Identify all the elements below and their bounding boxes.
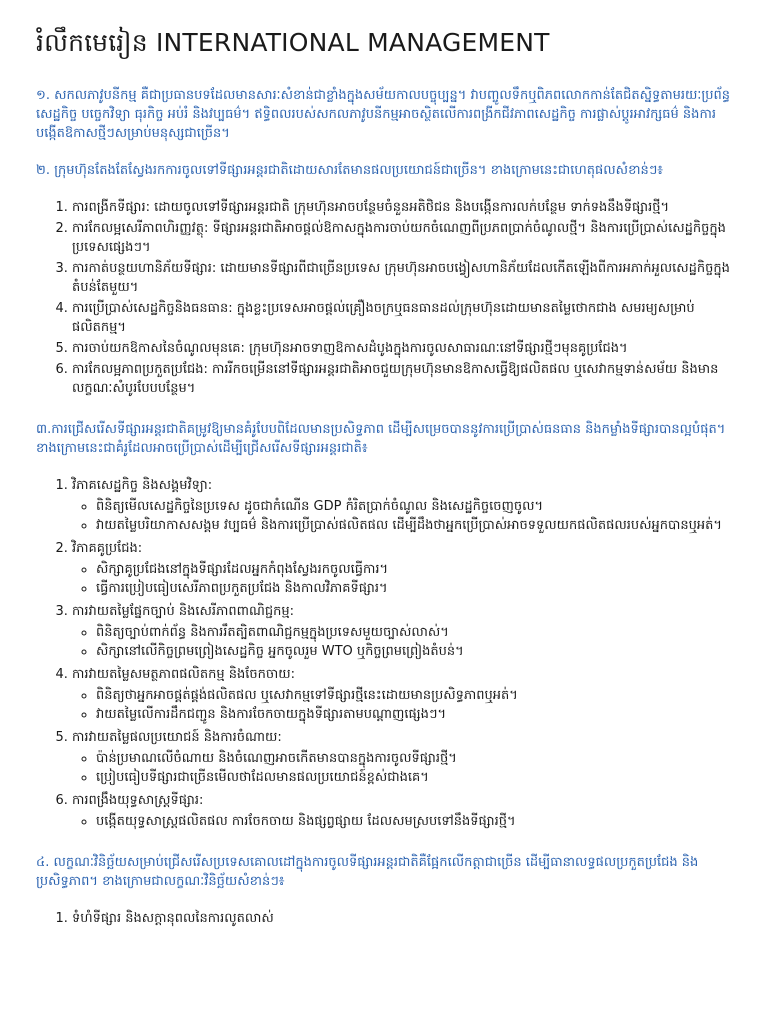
- sub-list-item: ◦ សិក្សាគូប្រជែងនៅក្នុងទីផ្សារដែលអ្នកកំពុងស្វែងរកចូលធ្វើការ។: [96, 560, 732, 579]
- section-3-intro: ៣.ការជ្រើសរើសទីផ្សារអន្តរជាតិគម្រូវឱ្យមានគំរូបែបពិដែលមានប្រសិទ្ធភាព ដើម្បីសម្រេចបាននូវការប្រើប្រាស់ធនធាន និងកម្លាំងទីផ្សារបានល្អបំផុត។ ខាងក្រោមនេះជាគំរូដែលអាចប្រើប្រាស់ដើម្បីជ្រើសរើសទីផ្សារអន្តរជាតិ៖: [36, 422, 726, 456]
- sub-list-item: ◦ ពិនិត្យថាអ្នកអាចផ្គត់ផ្គង់ផលិតផល ឬសេវាកម្មទៅទីផ្សារថ្មីនេះដោយមានប្រសិទ្ធភាពឬអត់។: [96, 686, 732, 705]
- sub-list: [72, 560, 732, 598]
- list-item-label: ការពង្រឹងយុទ្ធសាស្ត្រទីផ្សារ:: [72, 793, 204, 808]
- sub-list-item: ◦ សិក្សានៅលើកិច្ចព្រមព្រៀងសេដ្ឋកិច្ច អ្នកចូលរួម WTO ឬកិច្ចព្រមព្រៀងតំបន់។: [96, 642, 732, 661]
- sub-list-item: ◦ ប៉ាន់ប្រមាណលើចំណាយ និងចំណេញអាចកើតមានបានក្នុងការចូលទីផ្សារថ្មី។: [96, 749, 732, 768]
- sub-list: [72, 497, 732, 535]
- sub-list: [72, 812, 732, 831]
- sub-list: [72, 749, 732, 787]
- list-item: 1. ការពង្រីកទីផ្សារ: ដោយចូលទៅទីផ្សារអន្តរជាតិ ក្រុមហ៊ុនអាចបន្ថែមចំនួនអតិថិជន និងបង្កើនការលក់បន្ថែម ទាក់ទងនឹងទីផ្សារថ្មី។: [72, 198, 732, 217]
- list-item: [72, 539, 732, 598]
- list-item-label: ការវាយតម្លៃផ្នែកច្បាប់ និងសេរីភាពពាណិជ្ជកម្ម:: [72, 604, 294, 619]
- list-item: 6. ការកែលម្អភាពប្រកួតប្រជែង: ការរីកចម្រើននៅទីផ្សារអន្តរជាតិអាចជួយក្រុមហ៊ុនមានឱកាសធ្វើឱ្យផលិតផល ឬសេវាកម្មទាន់សម័យ និងមានលក្ខណៈសំបូរបែបបន្ថែម។: [72, 360, 732, 398]
- list-item: [72, 665, 732, 724]
- list-item: 2. ការកែលម្អសេរីភាពហិរញ្ញវត្ថុ: ទីផ្សារអន្តរជាតិអាចផ្តល់ឱកាសក្នុងការចាប់យកចំណេញពីប្រភពប្រាក់ចំណូលថ្មី។ និងការប្រើប្រាស់សេដ្ឋកិច្ចក្នុងប្រទេសផ្សេងៗ។: [72, 219, 732, 257]
- list-item: [72, 602, 732, 661]
- section-4-list: [36, 909, 732, 928]
- list-item-label: ការវាយតម្លៃផលប្រយោជន៍ និងការចំណាយ:: [72, 730, 282, 745]
- section-2-list: [36, 198, 732, 398]
- sub-list-item: ◦ បង្កើតយុទ្ធសាស្ត្រផលិតផល ការចែកចាយ និងផ្សព្វផ្សាយ ដែលសមស្របទៅនឹងទីផ្សារថ្មី។: [96, 812, 732, 831]
- list-item: 5. ការចាប់យកឱកាសនៃចំណូលមុនគេ: ក្រុមហ៊ុនអាចទាញឱកាសដំបូងក្នុងការចូលសាធារណៈនៅទីផ្សារថ្មីៗមុនគូប្រជែង។: [72, 339, 732, 358]
- section-4-intro: ៤. លក្ខណៈវិនិច្ឆ័យសម្រាប់ជ្រើសរើសប្រទេសគោលដៅក្នុងការចូលទីផ្សារអន្តរជាតិគឺផ្អែកលើកត្តាជាច្រើន ដើម្បីធានាលទ្ធផលប្រកួតប្រជែង និងប្រសិទ្ធភាព។ ខាងក្រោមជាលក្ខណៈវិនិច្ឆ័យសំខាន់ៗ៖: [36, 855, 699, 889]
- sub-list-item: ◦ ពិនិត្យមើលសេដ្ឋកិច្ចនៃប្រទេស ដូចជាកំណើន GDP កំរិតប្រាក់ចំណូល និងសេដ្ឋកិច្ចចេញចូល។: [96, 497, 732, 516]
- list-item-label: វិភាគសេដ្ឋកិច្ច និងសង្គមវិទ្យា:: [72, 478, 213, 493]
- list-item: 1. ទំហំទីផ្សារ និងសក្តានុពលនៃការលូតលាស់: [72, 909, 732, 928]
- list-item: [72, 728, 732, 787]
- section-1-paragraph: ១. សកលភាវូបនីកម្ម គឺជាប្រធានបទដែលមានសារៈសំខាន់ជាខ្លាំងក្នុងសម័យកាលបច្ចុប្បន្ន។ វាបញ្ចូលទឹកឬពិភពលោកកាន់តែជិតស្និទ្ធតាមរយៈប្រព័ន្ធសេដ្ឋកិច្ច បច្ចេកវិទ្យា ធុរកិច្ច អប់រំ និងវប្បធម៌។ ឥទ្ធិពលរបស់សកលភាវូបនីកម្មអាចស្ថិតលើការពង្រីកជីវភាពសេដ្ឋកិច្ច ការផ្លាស់ប្តូរអាវក្សធម៌ និងការបង្កើតឱកាសថ្មីៗសម្រាប់មនុស្សជាច្រើន។: [36, 88, 731, 141]
- sub-list-item: ◦ ធ្វើការប្រៀបធៀបសេរីភាពប្រកួតប្រជែង និងកាលវិភាគទីផ្សារ។: [96, 579, 732, 598]
- list-item: [72, 791, 732, 831]
- sub-list: [72, 686, 732, 724]
- list-item-label: ការវាយតម្លៃសមត្ថភាពផលិតកម្ម និងចែកចាយ:: [72, 667, 296, 682]
- list-item-label: វិភាគគូប្រជែង:: [72, 541, 143, 556]
- page-title: រំលឹកមេរៀន INTERNATIONAL MANAGEMENT: [36, 28, 550, 57]
- list-item: 3. ការកាត់បន្ថយហានិភ័យទីផ្សារ: ដោយមានទីផ្សារពីជាច្រើនប្រទេស ក្រុមហ៊ុនអាចបង្វៀសហានិភ័យដែលកើតឡើងពីការអភាក់អួលសេដ្ឋកិច្ចក្នុងតំបន់តែមួយ។: [72, 259, 732, 297]
- sub-list-item: ◦ វាយតម្លៃលើការដឹកជញ្ជូន និងការចែកចាយក្នុងទីផ្សារតាមបណ្តាញផ្សេងៗ។: [96, 705, 732, 724]
- sub-list: [72, 623, 732, 661]
- section-2-intro: ២. ក្រុមហ៊ុនតែងតែស្វែងរកការចូលទៅទីផ្សារអន្តរជាតិដោយសារតែមានផលប្រយោជន៍ជាច្រើន។ ខាងក្រោមនេះជាហេតុផលសំខាន់ៗ៖: [36, 163, 663, 178]
- sub-list-item: ◦ ប្រៀបធៀបទីផ្សារជាច្រើនមើលថាដែលមានផលប្រយោជន៍ខ្ពស់ជាងគេ។: [96, 768, 732, 787]
- list-item: [72, 476, 732, 535]
- list-item: 4. ការប្រើប្រាស់សេដ្ឋកិច្ចនិងធនធាន: ក្នុងខ្លះប្រទេសអាចផ្តល់គ្រឿងចក្រឬធនធានដល់ក្រុមហ៊ុនដោយមានតម្លៃថោកជាង សមរម្យសម្រាប់ផលិតកម្ម។: [72, 299, 732, 337]
- sub-list-item: ◦ ពិនិត្យច្បាប់ពាក់ព័ន្ធ និងការរឹតត្បិតពាណិជ្ជកម្មក្នុងប្រទេសមួយច្បាស់លាស់។: [96, 623, 732, 642]
- sub-list-item: ◦ វាយតម្លៃបរិយាកាសសង្គម វប្បធម៌ និងការប្រើប្រាស់ផលិតផល ដើម្បីដឹងថាអ្នកប្រើប្រាស់អាចទទួលយកផលិតផលរបស់អ្នកបានឬអត់។: [96, 516, 732, 535]
- section-3-list: [36, 476, 732, 831]
